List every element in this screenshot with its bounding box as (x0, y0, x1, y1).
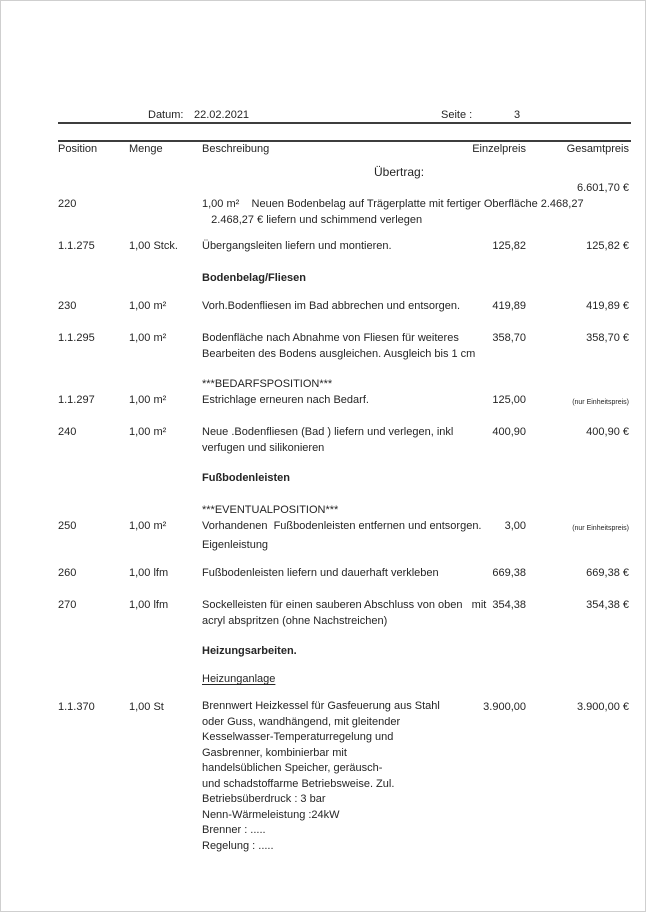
table-row (1, 238, 645, 254)
uebertrag-label: Übertrag: (374, 165, 425, 179)
row-menge: 1,00 lfm (129, 599, 169, 611)
description-line: 1,00 m² Neuen Bodenbelag auf Trägerplatte mit fertiger Oberfläche 2.468,27 (202, 198, 584, 210)
row-gesamtpreis: 125,82 € (586, 240, 629, 252)
table-row (1, 392, 645, 408)
column-header-einzelpreis: Einzelpreis (472, 143, 526, 155)
row-menge: 1,00 m² (129, 394, 167, 406)
row-description (202, 298, 502, 314)
description-line: Gasbrenner, kombinierbar mit (202, 746, 347, 759)
row-description (202, 330, 502, 362)
description-line: Bodenfläche nach Abnahme von Fliesen für weiteres (202, 332, 459, 344)
description-line: verfugen und silikonieren (202, 442, 325, 454)
datum-value: 22.02.2021 (194, 109, 250, 121)
row-menge: 1,00 St (129, 701, 164, 713)
row-einzelpreis: 400,90 (492, 426, 526, 438)
row-position: 220 (58, 198, 77, 210)
description-line: und schadstoffarme Betriebsweise. Zul. (202, 777, 395, 790)
description-line: Estrichlage erneuren nach Bedarf. (202, 394, 369, 406)
table-row (1, 330, 645, 362)
section-heading: Bodenbelag/Fliesen (202, 272, 306, 284)
row-menge: 1,00 lfm (129, 567, 169, 579)
position-note: ***BEDARFSPOSITION*** (202, 378, 333, 390)
row-einheitspreis-note: (nur Einheitspreis) (572, 525, 629, 532)
description-line: Eigenleistung (202, 539, 269, 551)
table-body (1, 164, 645, 854)
row-position: 250 (58, 520, 77, 532)
description-line: oder Guss, wandhängend, mit gleitender (202, 715, 401, 728)
description-line: handelsüblichen Speicher, geräusch- (202, 762, 383, 774)
row-position: 1.1.275 (58, 240, 95, 252)
row-einzelpreis: 3,00 (504, 520, 526, 532)
description-line: Brenner : ..... (202, 824, 266, 836)
description-line: Vorhandenen Fußbodenleisten entfernen und entsorgen. (202, 520, 482, 532)
uebertrag-amount: 6.601,70 € (577, 182, 629, 194)
row-position: 260 (58, 567, 77, 579)
row-einheitspreis-note: (nur Einheitspreis) (572, 399, 629, 406)
row-einzelpreis: 358,70 (492, 332, 526, 344)
description-line: Vorh.Bodenfliesen im Bad abbrechen und entsorgen. (202, 300, 461, 312)
description-line: Neue .Bodenfliesen (Bad ) liefern und verlegen, inkl (202, 426, 454, 438)
row-gesamtpreis: 3.900,00 € (577, 701, 629, 713)
row-gesamtpreis: 419,89 € (586, 300, 629, 312)
row-gesamtpreis: 358,70 € (586, 332, 629, 344)
table-row (1, 196, 645, 228)
column-header-position: Position (58, 143, 98, 155)
row-description (202, 518, 502, 553)
description-line: Sockelleisten für einen sauberen Abschluss von oben mit (202, 599, 487, 611)
description-line: Betriebsüberdruck : 3 bar (202, 793, 326, 805)
datum-label: Datum: (148, 109, 184, 121)
section-heading: Heizungsarbeiten. (202, 645, 297, 657)
section-heading: Fußbodenleisten (202, 472, 290, 484)
column-header-beschreibung: Beschreibung (202, 143, 270, 155)
column-header-menge: Menge (129, 143, 163, 155)
row-menge: 1,00 m² (129, 300, 167, 312)
column-header-gesamtpreis: Gesamtpreis (566, 143, 629, 155)
description-line: acryl abspritzen (ohne Nachstreichen) (202, 615, 388, 627)
seite-value: 3 (514, 109, 521, 121)
row-description (202, 424, 502, 456)
position-note: ***EVENTUALPOSITION*** (202, 504, 339, 516)
row-einzelpreis: 354,38 (492, 599, 526, 611)
row-position: 240 (58, 426, 77, 438)
row-description (202, 565, 502, 581)
description-line: Fußbodenleisten liefern und dauerhaft verkleben (202, 567, 439, 579)
row-description (202, 392, 502, 408)
row-position: 1.1.297 (58, 394, 95, 406)
description-line: Übergangsleiten liefern und montieren. (202, 240, 392, 252)
table-row (1, 298, 645, 314)
row-description (202, 597, 502, 629)
table-column-headers (1, 143, 645, 159)
row-menge: 1,00 Stck. (129, 240, 178, 252)
header-rule-top (58, 122, 631, 124)
row-position: 270 (58, 599, 77, 611)
seite-label: Seite : (441, 109, 473, 121)
table-row (1, 565, 645, 581)
row-menge: 1,00 m² (129, 332, 167, 344)
row-menge: 1,00 m² (129, 520, 167, 532)
section-heading: Heizunganlage (202, 673, 276, 685)
header-rule-bottom (58, 140, 631, 142)
description-line: Brennwert Heizkessel für Gasfeuerung aus Stahl (202, 700, 440, 712)
description-line: Nenn-Wärmeleistung :24kW (202, 808, 340, 821)
row-description (202, 699, 502, 854)
row-einzelpreis: 419,89 (492, 300, 526, 312)
row-menge: 1,00 m² (129, 426, 167, 438)
row-position: 1.1.370 (58, 701, 95, 713)
row-description (202, 196, 584, 228)
description-line: Regelung : ..... (202, 839, 274, 852)
row-gesamtpreis: 400,90 € (586, 426, 629, 438)
row-position: 230 (58, 300, 77, 312)
row-einzelpreis: 3.900,00 (483, 701, 526, 713)
row-description (202, 238, 502, 254)
row-einzelpreis: 125,82 (492, 240, 526, 252)
table-row (1, 518, 645, 553)
table-row (1, 699, 645, 854)
row-position: 1.1.295 (58, 332, 95, 344)
table-row (1, 424, 645, 456)
row-gesamtpreis: 354,38 € (586, 599, 629, 611)
row-gesamtpreis: 669,38 € (586, 567, 629, 579)
description-line: Bearbeiten des Bodens ausgleichen. Ausgleich bis 1 cm (202, 348, 476, 360)
row-einzelpreis: 669,38 (492, 567, 526, 579)
row-einzelpreis: 125,00 (492, 394, 526, 406)
description-line: 2.468,27 € liefern und schimmend verlegen (202, 214, 423, 226)
table-row (1, 597, 645, 629)
description-line: Kesselwasser-Temperaturregelung und (202, 731, 394, 743)
